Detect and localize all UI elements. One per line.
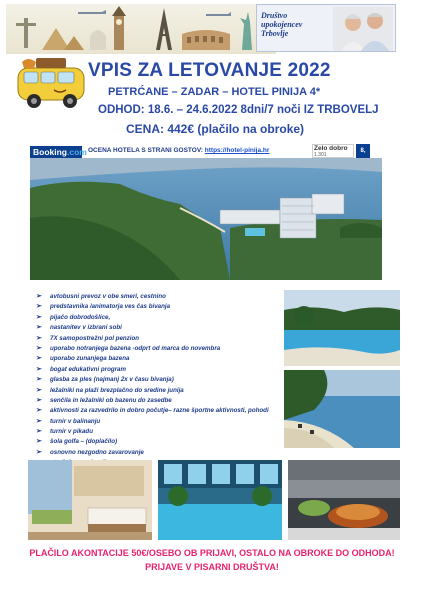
list-item [36,365,276,375]
included-services-list [36,292,276,469]
list-item-text: uporabo notranjega bazena -odprt od marca do novembra [50,344,221,352]
booking-rating-text [88,147,269,154]
list-item [36,375,276,385]
arrow-bullet-icon: ➢ [36,396,42,404]
departure-dates: ODHOD: 18.6. – 24.6.2022 8dni/7 noči IZ TRBOVELJ [98,104,379,116]
booking-logo-suffix: .com [67,147,87,157]
list-item [36,323,276,333]
arrow-bullet-icon: ➢ [36,293,42,300]
list-item [36,344,276,354]
outdoor-pool-photo [284,290,400,366]
list-item [36,313,276,323]
list-item [36,386,276,396]
booking-rating-label: OCENA HOTELA S STRANI GOSTOV: [88,147,205,154]
arrow-bullet-icon: ➢ [36,303,42,311]
arrow-bullet-icon: ➢ [36,386,42,394]
arrow-bullet-icon: ➢ [36,324,42,332]
arrow-bullet-icon: ➢ [36,365,42,373]
destination-subtitle: PETRĆANE – ZADAR – HOTEL PINIJA 4* [108,86,321,98]
list-item-text: glasba za ples (najmanj 2x v času bivanja) [50,376,174,384]
hotel-url-link[interactable]: https://hotel-pinija.hr [204,147,270,154]
list-item [36,437,276,447]
list-item [36,302,276,312]
arrow-bullet-icon: ➢ [36,376,42,384]
review-count: 1.301 [314,152,327,158]
list-item [36,417,276,427]
list-item-text: avtobusni prevoz v obe smeri, cestnino [50,293,166,300]
indoor-pool-photo [158,460,282,540]
list-item [36,396,276,406]
arrow-bullet-icon: ➢ [36,355,42,363]
list-item [36,354,276,364]
list-item-text: aktivnosti za razvedrilo in dobro počutje– razne športne aktivnosti, pohodi [50,407,269,415]
buffet-photo [288,460,400,540]
senior-couple-photo [333,7,393,51]
arrow-bullet-icon: ➢ [36,344,42,352]
booking-rating-bar [30,146,380,158]
arrow-bullet-icon: ➢ [36,313,42,321]
arrow-bullet-icon: ➢ [36,448,42,456]
list-item-text: nastanitev v izbrani sobi [50,324,122,332]
arrow-bullet-icon: ➢ [36,438,42,446]
list-item-text: ležalniki na plaži brezplačno do sredine junija [50,386,184,394]
rating-score: 8, [356,144,370,158]
organization-name: Društvo upokojencev Trbovlje [261,11,303,38]
page-title: VPIS ZA LETOVANJE 2022 [88,60,331,81]
booking-logo [30,146,87,158]
hotel-room-photo [28,460,152,540]
list-item-text: šola golfa – (doplačilo) [50,438,118,446]
list-item [36,448,276,458]
organization-logo-box [256,4,396,52]
rating-box [312,144,354,158]
arrow-bullet-icon: ➢ [36,417,42,425]
world-landmarks-strip [6,4,276,54]
list-item [36,334,276,344]
list-item-text: turnir v balinanju [50,417,101,425]
price-info: CENA: 442€ (plačilo na obroke) [126,122,305,136]
beach-photo [284,370,400,448]
list-item-text: turnir v pikadu [50,428,93,436]
list-item-text: bogat edukativni program [50,365,126,373]
list-item [36,427,276,437]
list-item-text: senčila in ležalniki ob bazenu do zasedbe [50,396,172,404]
rating-label: Zelo dobro [314,145,348,152]
list-item-text: uporabo zunanjega bazena [50,355,130,363]
bus-illustration [14,54,92,112]
list-item [36,292,276,302]
hotel-aerial-photo [30,158,382,280]
registration-notice: PRIJAVE V PISARNI DRUŠTVA! [145,562,279,572]
arrow-bullet-icon: ➢ [36,428,42,436]
list-item-text: predstavnika /animatorja ves čas bivanja [50,303,171,311]
booking-logo-main: Booking [33,147,67,157]
list-item [36,406,276,416]
deposit-notice: PLAČILO AKONTACIJE 50€/OSEBO OB PRIJAVI, OSTALO NA OBROKE DO ODHODA! [29,548,395,558]
arrow-bullet-icon: ➢ [36,407,42,415]
list-item-text: osnovno nezgodno zavarovanje [50,448,144,456]
list-item-text: 7X samopostrežni pol penzion [50,334,140,342]
arrow-bullet-icon: ➢ [36,334,42,342]
list-item-text: pijačo dobrodošlice, [50,313,111,321]
